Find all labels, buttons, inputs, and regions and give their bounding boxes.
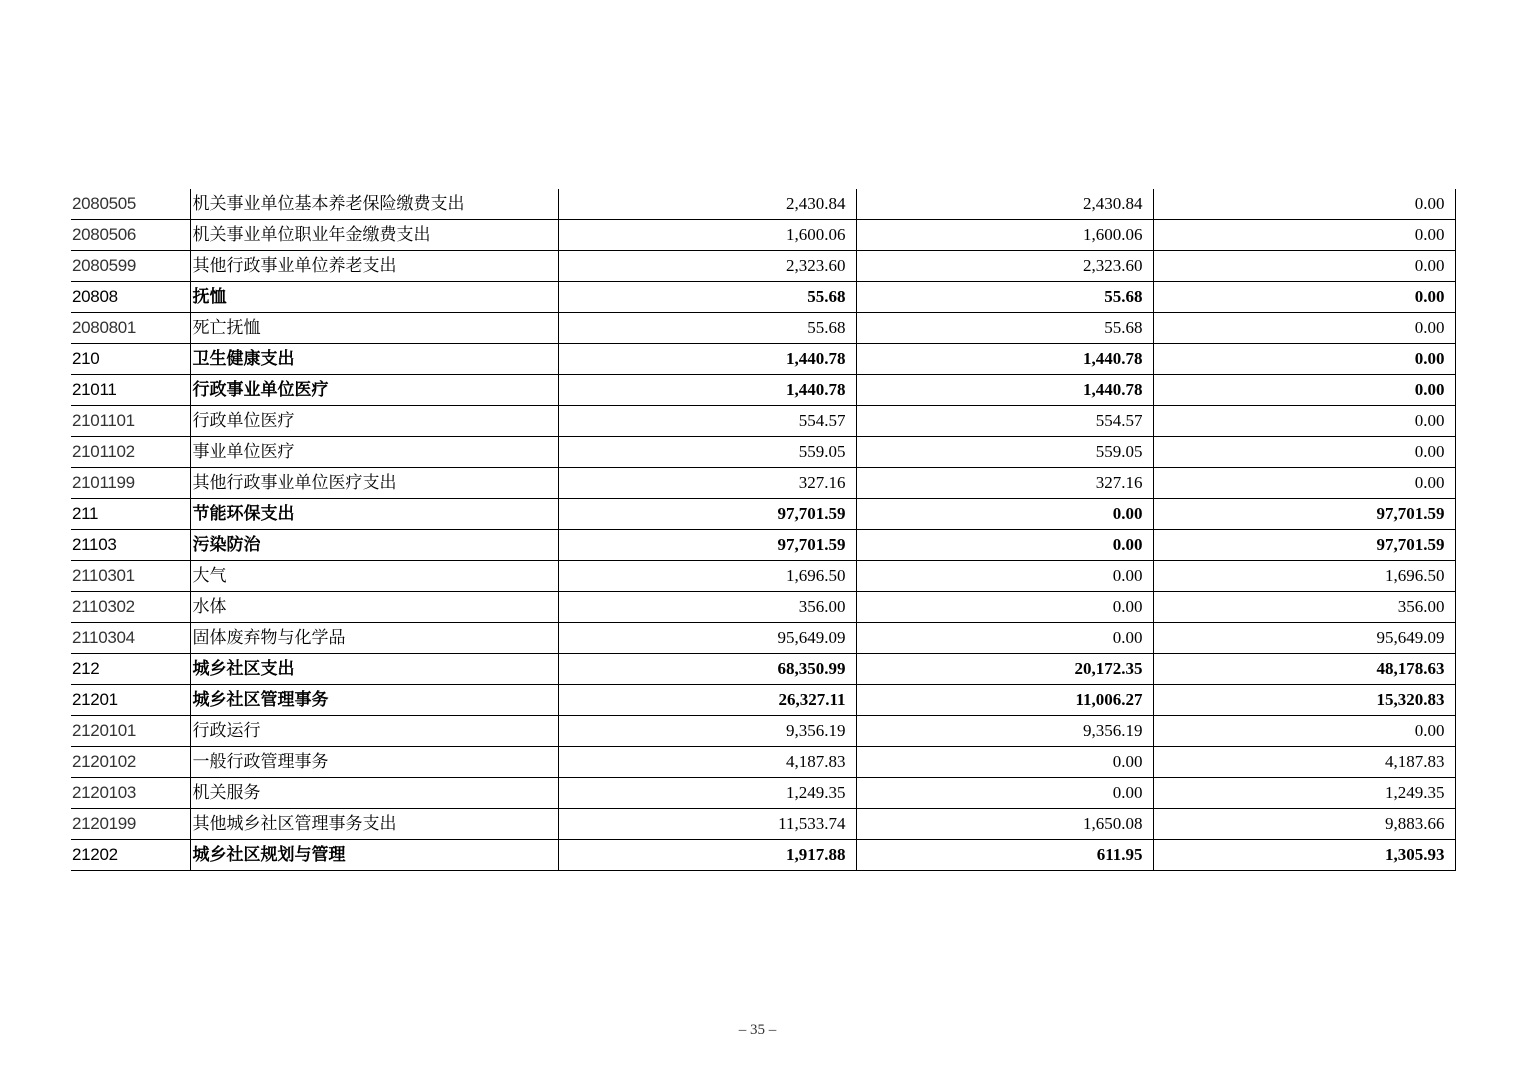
cell-basic-expenditure: 9,356.19 <box>856 716 1153 747</box>
cell-subject-code: 20808 <box>71 282 190 313</box>
cell-total: 95,649.09 <box>558 623 856 654</box>
cell-basic-expenditure: 611.95 <box>856 840 1153 871</box>
cell-subject-name: 机关事业单位基本养老保险缴费支出 <box>190 189 558 220</box>
cell-total: 55.68 <box>558 313 856 344</box>
cell-basic-expenditure: 20,172.35 <box>856 654 1153 685</box>
cell-project-expenditure: 0.00 <box>1153 468 1455 499</box>
cell-basic-expenditure: 0.00 <box>856 592 1153 623</box>
table-row <box>71 809 1455 840</box>
cell-subject-name: 抚恤 <box>190 282 558 313</box>
cell-basic-expenditure: 0.00 <box>856 530 1153 561</box>
cell-project-expenditure: 4,187.83 <box>1153 747 1455 778</box>
cell-subject-code: 21103 <box>71 530 190 561</box>
cell-subject-name: 水体 <box>190 592 558 623</box>
cell-basic-expenditure: 327.16 <box>856 468 1153 499</box>
cell-total: 2,323.60 <box>558 251 856 282</box>
cell-subject-code: 2080801 <box>71 313 190 344</box>
cell-subject-name: 大气 <box>190 561 558 592</box>
cell-total: 11,533.74 <box>558 809 856 840</box>
cell-project-expenditure: 0.00 <box>1153 437 1455 468</box>
cell-total: 2,430.84 <box>558 189 856 220</box>
cell-subject-name: 城乡社区管理事务 <box>190 685 558 716</box>
table-row <box>71 840 1455 871</box>
cell-project-expenditure: 356.00 <box>1153 592 1455 623</box>
cell-subject-code: 2080599 <box>71 251 190 282</box>
table-row <box>71 623 1455 654</box>
cell-subject-code: 2101102 <box>71 437 190 468</box>
cell-subject-name: 城乡社区支出 <box>190 654 558 685</box>
table-row <box>71 437 1455 468</box>
cell-project-expenditure: 1,696.50 <box>1153 561 1455 592</box>
cell-basic-expenditure: 559.05 <box>856 437 1153 468</box>
cell-basic-expenditure: 0.00 <box>856 499 1153 530</box>
cell-subject-code: 2110302 <box>71 592 190 623</box>
table-row <box>71 747 1455 778</box>
cell-subject-name: 固体废弃物与化学品 <box>190 623 558 654</box>
cell-total: 97,701.59 <box>558 499 856 530</box>
cell-subject-code: 2120199 <box>71 809 190 840</box>
cell-total: 327.16 <box>558 468 856 499</box>
cell-subject-code: 2110301 <box>71 561 190 592</box>
cell-subject-name: 事业单位医疗 <box>190 437 558 468</box>
cell-total: 9,356.19 <box>558 716 856 747</box>
table-row <box>71 189 1455 220</box>
cell-basic-expenditure: 55.68 <box>856 313 1153 344</box>
cell-project-expenditure: 0.00 <box>1153 716 1455 747</box>
cell-project-expenditure: 0.00 <box>1153 282 1455 313</box>
cell-total: 1,917.88 <box>558 840 856 871</box>
table-row <box>71 716 1455 747</box>
table-row <box>71 282 1455 313</box>
cell-basic-expenditure: 11,006.27 <box>856 685 1153 716</box>
cell-project-expenditure: 48,178.63 <box>1153 654 1455 685</box>
table-row <box>71 654 1455 685</box>
table-row <box>71 220 1455 251</box>
table-row <box>71 778 1455 809</box>
cell-project-expenditure: 0.00 <box>1153 220 1455 251</box>
cell-subject-name: 节能环保支出 <box>190 499 558 530</box>
table-row <box>71 530 1455 561</box>
table-row <box>71 499 1455 530</box>
cell-subject-name: 机关事业单位职业年金缴费支出 <box>190 220 558 251</box>
cell-total: 1,440.78 <box>558 344 856 375</box>
cell-subject-code: 2120103 <box>71 778 190 809</box>
cell-subject-code: 2120102 <box>71 747 190 778</box>
cell-basic-expenditure: 1,600.06 <box>856 220 1153 251</box>
cell-project-expenditure: 97,701.59 <box>1153 530 1455 561</box>
cell-project-expenditure: 0.00 <box>1153 406 1455 437</box>
cell-project-expenditure: 9,883.66 <box>1153 809 1455 840</box>
cell-subject-name: 其他城乡社区管理事务支出 <box>190 809 558 840</box>
cell-subject-code: 21202 <box>71 840 190 871</box>
cell-subject-code: 210 <box>71 344 190 375</box>
cell-total: 559.05 <box>558 437 856 468</box>
cell-subject-code: 21011 <box>71 375 190 406</box>
cell-basic-expenditure: 0.00 <box>856 778 1153 809</box>
cell-basic-expenditure: 2,430.84 <box>856 189 1153 220</box>
cell-subject-code: 2110304 <box>71 623 190 654</box>
table-body <box>71 189 1455 871</box>
cell-basic-expenditure: 0.00 <box>856 623 1153 654</box>
cell-subject-name: 其他行政事业单位养老支出 <box>190 251 558 282</box>
cell-total: 68,350.99 <box>558 654 856 685</box>
cell-project-expenditure: 0.00 <box>1153 313 1455 344</box>
cell-subject-code: 211 <box>71 499 190 530</box>
cell-subject-code: 2101101 <box>71 406 190 437</box>
cell-basic-expenditure: 1,650.08 <box>856 809 1153 840</box>
cell-subject-code: 2080506 <box>71 220 190 251</box>
cell-subject-code: 2120101 <box>71 716 190 747</box>
cell-project-expenditure: 0.00 <box>1153 251 1455 282</box>
page-number: – 35 – <box>738 1022 777 1038</box>
cell-project-expenditure: 0.00 <box>1153 189 1455 220</box>
cell-total: 1,440.78 <box>558 375 856 406</box>
cell-total: 554.57 <box>558 406 856 437</box>
cell-subject-name: 一般行政管理事务 <box>190 747 558 778</box>
cell-project-expenditure: 97,701.59 <box>1153 499 1455 530</box>
cell-total: 1,249.35 <box>558 778 856 809</box>
cell-subject-code: 21201 <box>71 685 190 716</box>
cell-basic-expenditure: 0.00 <box>856 561 1153 592</box>
table-row <box>71 561 1455 592</box>
cell-subject-name: 其他行政事业单位医疗支出 <box>190 468 558 499</box>
cell-subject-name: 污染防治 <box>190 530 558 561</box>
cell-basic-expenditure: 2,323.60 <box>856 251 1153 282</box>
cell-subject-name: 城乡社区规划与管理 <box>190 840 558 871</box>
cell-total: 4,187.83 <box>558 747 856 778</box>
cell-subject-name: 行政单位医疗 <box>190 406 558 437</box>
cell-project-expenditure: 95,649.09 <box>1153 623 1455 654</box>
cell-total: 55.68 <box>558 282 856 313</box>
cell-basic-expenditure: 554.57 <box>856 406 1153 437</box>
table-row <box>71 406 1455 437</box>
table-row <box>71 251 1455 282</box>
cell-basic-expenditure: 0.00 <box>856 747 1153 778</box>
cell-project-expenditure: 1,305.93 <box>1153 840 1455 871</box>
cell-total: 1,696.50 <box>558 561 856 592</box>
cell-basic-expenditure: 55.68 <box>856 282 1153 313</box>
table-row <box>71 592 1455 623</box>
cell-project-expenditure: 0.00 <box>1153 375 1455 406</box>
budget-expenditure-table <box>71 189 1456 871</box>
cell-subject-name: 卫生健康支出 <box>190 344 558 375</box>
cell-subject-name: 机关服务 <box>190 778 558 809</box>
table-row <box>71 375 1455 406</box>
cell-subject-code: 2080505 <box>71 189 190 220</box>
cell-total: 26,327.11 <box>558 685 856 716</box>
cell-subject-code: 212 <box>71 654 190 685</box>
table-row <box>71 468 1455 499</box>
cell-total: 97,701.59 <box>558 530 856 561</box>
cell-basic-expenditure: 1,440.78 <box>856 375 1153 406</box>
cell-project-expenditure: 1,249.35 <box>1153 778 1455 809</box>
cell-basic-expenditure: 1,440.78 <box>856 344 1153 375</box>
cell-project-expenditure: 0.00 <box>1153 344 1455 375</box>
cell-project-expenditure: 15,320.83 <box>1153 685 1455 716</box>
cell-subject-name: 行政运行 <box>190 716 558 747</box>
table-row <box>71 313 1455 344</box>
cell-total: 1,600.06 <box>558 220 856 251</box>
table-row <box>71 685 1455 716</box>
cell-subject-name: 死亡抚恤 <box>190 313 558 344</box>
cell-subject-name: 行政事业单位医疗 <box>190 375 558 406</box>
cell-total: 356.00 <box>558 592 856 623</box>
cell-subject-code: 2101199 <box>71 468 190 499</box>
table-row <box>71 344 1455 375</box>
